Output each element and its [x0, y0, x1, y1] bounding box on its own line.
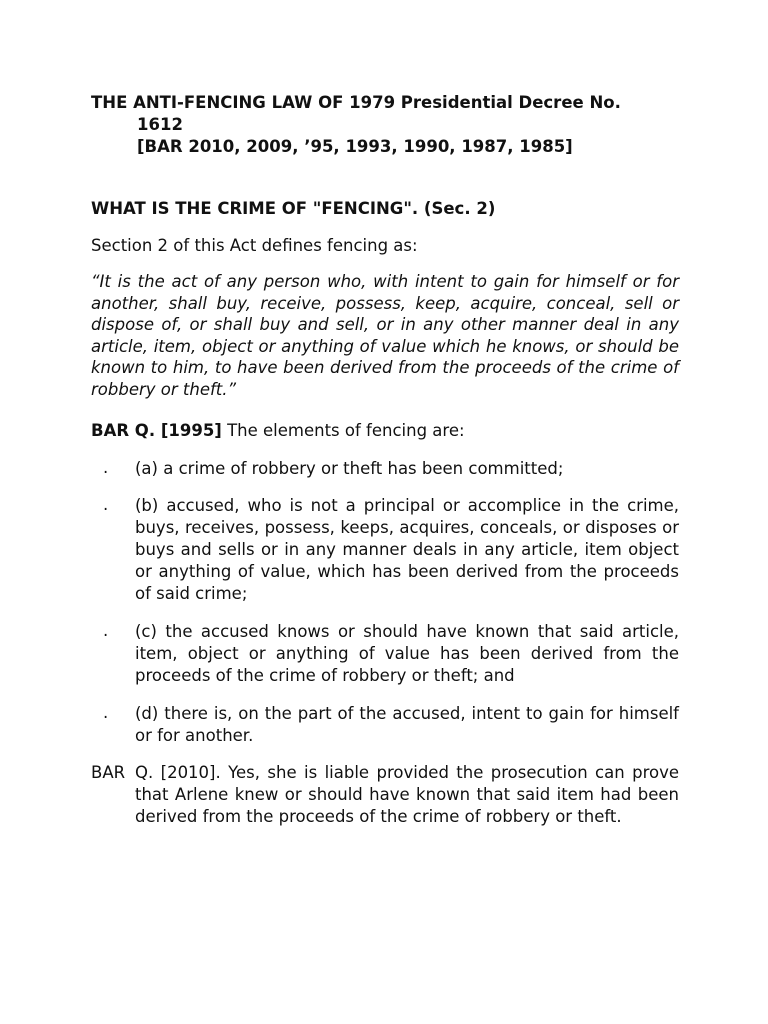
bullet-marker: .	[103, 458, 109, 477]
section-title: WHAT IS THE CRIME OF "FENCING". (Sec. 2)	[91, 199, 496, 218]
definition-quote: “It is the act of any person who, with intent to gain for himself or for another, shall buy, receive, possess, keep, acquire, conceal, sell or dispose of, or shall buy and sell, or in any other manner deal in any article, item, object or anything of value which he knows, or should be known to him, to have been derived from the proceeds of the crime of robbery or theft.”	[91, 272, 679, 399]
bullet-marker: .	[103, 495, 109, 514]
heading-line-1	[91, 92, 679, 114]
intro-paragraph: Section 2 of this Act defines fencing as:	[91, 236, 418, 255]
bar-2010-text: Q. [2010]. Yes, she is liable provided the prosecution can prove that Arlene knew or should have known that said item had been derived from the proceeds of the crime of robbery or theft.	[135, 763, 679, 826]
document-heading	[91, 92, 679, 158]
heading-bar-years: [BAR 2010, 2009, ’95, 1993, 1990, 1987, 1985]	[137, 137, 573, 156]
element-c-text: (c) the accused knows or should have known that said article, item, object or anything of value has been derived from the proceeds of the crime of robbery or theft; and	[135, 622, 679, 685]
element-d-text: (d) there is, on the part of the accused, intent to gain for himself or for another.	[135, 704, 679, 745]
element-b-text: (b) accused, who is not a principal or accomplice in the crime, buys, receives, possess, keeps, acquires, conceals, or disposes or buys and sells or in any manner deals in any article, item object or anything of value, which has been derived from the proceeds of said crime;	[135, 496, 679, 603]
element-a-text: (a) a crime of robbery or theft has been committed;	[135, 459, 564, 478]
heading-title-text: THE ANTI-FENCING LAW OF 1979 Presidential Decree No.	[91, 93, 621, 112]
bullet-marker: .	[103, 621, 109, 640]
bullet-marker: .	[103, 703, 109, 722]
heading-decree-number: 1612	[137, 115, 183, 134]
bar-question-2010	[91, 762, 679, 828]
bar-question-label: BAR Q. [1995]	[91, 421, 222, 440]
bar-2010-lead: BAR	[91, 763, 126, 782]
bar-question-text: The elements of fencing are:	[221, 421, 465, 440]
bar-question-1995	[91, 420, 679, 442]
